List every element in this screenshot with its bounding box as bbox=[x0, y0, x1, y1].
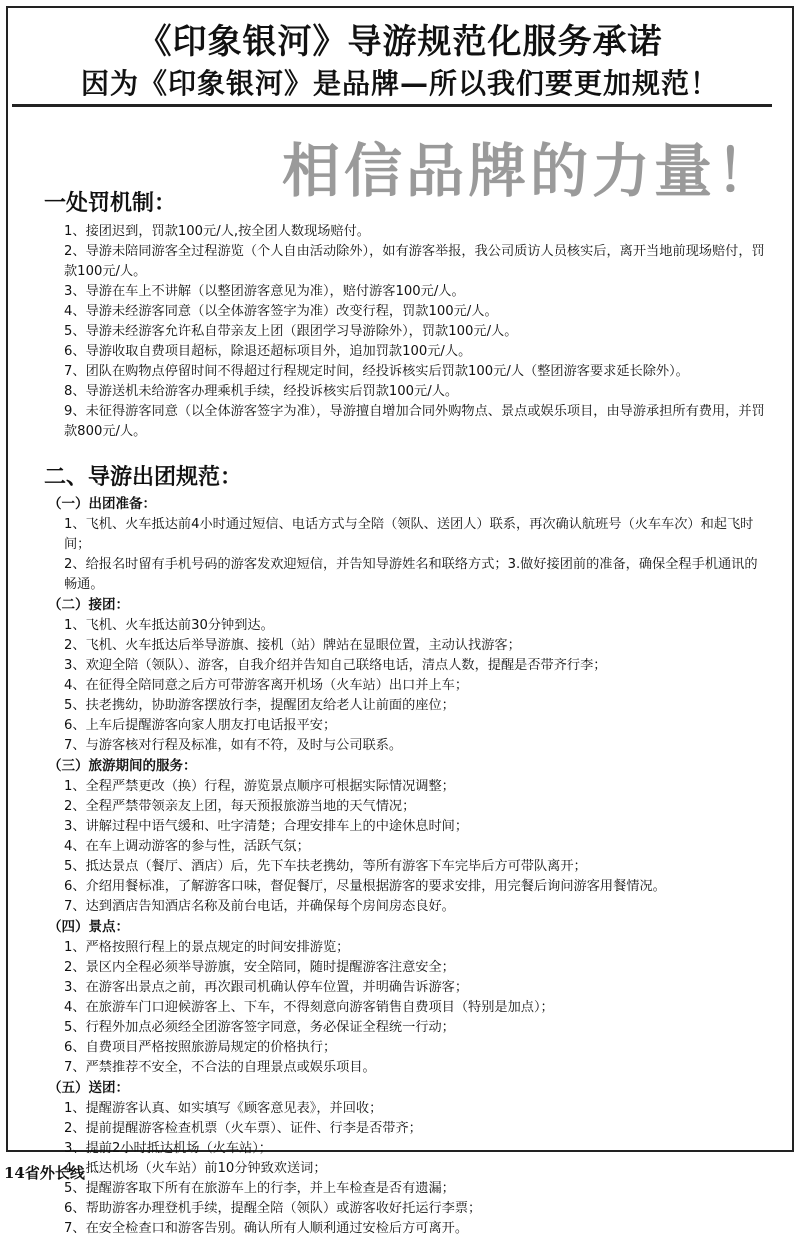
slogan: 相信品牌的力量！ bbox=[281, 137, 778, 205]
norm-item: 6、帮助游客办理登机手续，提醒全陪（领队）或游客收好托运行李票； bbox=[64, 1201, 482, 1216]
norm-item: 2、景区内全程必须举导游旗，安全陪同，随时提醒游客注意安全； bbox=[64, 960, 455, 975]
norm-item: 5、提醒游客取下所有在旅游车上的行李，并上车检查是否有遗漏； bbox=[64, 1181, 455, 1196]
norm-item: 7、与游客核对行程及标准，如有不符，及时与公司联系。 bbox=[64, 738, 403, 753]
penalty-item: 2、导游未陪同游客全过程游览（个人自由活动除外），如有游客举报，我公司质访人员核实后，离开当地前现场赔付，罚款100元/人。 bbox=[64, 244, 765, 279]
norm-item: 5、抵达景点（餐厅、酒店）后，先下车扶老携幼，等所有游客下车完毕后方可带队离开； bbox=[64, 859, 587, 874]
subsection-heading: （一）出团准备： bbox=[48, 496, 156, 512]
norm-item: 3、在游客出景点之前，再次跟司机确认停车位置，并明确告诉游客； bbox=[64, 980, 469, 995]
norm-item: 7、严禁推荐不安全，不合法的自理景点或娱乐项目。 bbox=[64, 1060, 376, 1075]
norm-item: 4、在车上调动游客的参与性，活跃气氛； bbox=[64, 839, 310, 854]
penalty-item: 4、导游未经游客同意（以全体游客签字为准）改变行程，罚款100元/人。 bbox=[64, 304, 498, 319]
penalty-section-title: 一处罚机制： bbox=[44, 191, 177, 216]
subsection-heading: （三）旅游期间的服务： bbox=[48, 758, 197, 774]
norms-section-title: 二、导游出团规范： bbox=[44, 465, 243, 490]
subsection-heading: （二）接团： bbox=[48, 597, 129, 613]
norm-item: 1、提醒游客认真、如实填写《顾客意见表》，并回收； bbox=[64, 1101, 383, 1116]
norm-item: 2、飞机、火车抵达后举导游旗、接机（站）牌站在显眼位置，主动认找游客； bbox=[64, 638, 521, 653]
penalty-item: 7、团队在购物点停留时间不得超过行程规定时间，经投诉核实后罚款100元/人（整团游客要求延长除外）。 bbox=[64, 364, 689, 379]
norm-item: 3、提前2小时抵达机场（火车站）； bbox=[64, 1141, 272, 1156]
subsection-heading: （五）送团： bbox=[48, 1080, 129, 1096]
penalty-item: 5、导游未经游客允许私自带亲友上团（跟团学习导游除外），罚款100元/人。 bbox=[64, 324, 518, 339]
norm-item: 2、全程严禁带领亲友上团，每天预报旅游当地的天气情况； bbox=[64, 799, 416, 814]
norm-item: 1、飞机、火车抵达前30分钟到达。 bbox=[64, 618, 274, 633]
norm-item: 6、上车后提醒游客向家人朋友打电话报平安； bbox=[64, 718, 337, 733]
norm-item: 2、给报名时留有手机号码的游客发欢迎短信，并告知导游姓名和联络方式；3.做好接团前的准备，确保全程手机通讯的畅通。 bbox=[64, 557, 758, 592]
penalty-item: 1、接团迟到，罚款100元/人,按全团人数现场赔付。 bbox=[64, 224, 370, 239]
norm-item: 4、抵达机场（火车站）前10分钟致欢送词； bbox=[64, 1161, 327, 1176]
penalty-item: 8、导游送机未给游客办理乘机手续，经投诉核实后罚款100元/人。 bbox=[64, 384, 459, 399]
page-footer-label: 14省外长线 bbox=[4, 1164, 85, 1182]
norm-item: 7、在安全检查口和游客告别。确认所有人顺利通过安检后方可离开。 bbox=[64, 1221, 469, 1236]
norm-item: 4、在旅游车门口迎候游客上、下车，不得刻意向游客销售自费项目（特别是加点）； bbox=[64, 1000, 554, 1015]
penalty-item: 9、未征得游客同意（以全体游客签字为准），导游擅自增加合同外购物点、景点或娱乐项目，由导游承担所有费用，并罚款800元/人。 bbox=[64, 404, 765, 439]
norm-item: 4、在征得全陪同意之后方可带游客离开机场（火车站）出口并上车； bbox=[64, 678, 469, 693]
norm-item: 1、全程严禁更改（换）行程，游览景点顺序可根据实际情况调整； bbox=[64, 779, 455, 794]
norm-item: 5、扶老携幼，协助游客摆放行李，提醒团友给老人让前面的座位； bbox=[64, 698, 455, 713]
penalty-item: 3、导游在车上不讲解（以整团游客意见为准），赔付游客100元/人。 bbox=[64, 284, 465, 299]
norm-item: 3、讲解过程中语气缓和、吐字清楚；合理安排车上的中途休息时间； bbox=[64, 819, 469, 834]
penalty-item: 6、导游收取自费项目超标，除退还超标项目外，追加罚款100元/人。 bbox=[64, 344, 472, 359]
penalty-list bbox=[48, 222, 768, 442]
title-divider bbox=[12, 104, 772, 107]
norm-item: 6、介绍用餐标准，了解游客口味，督促餐厅，尽量根据游客的要求安排，用完餐后询问游客用餐情况。 bbox=[64, 879, 666, 894]
norm-item: 6、自费项目严格按照旅游局规定的价格执行； bbox=[64, 1040, 337, 1055]
norm-item: 1、严格按照行程上的景点规定的时间安排游览； bbox=[64, 940, 350, 955]
subsection-heading: （四）景点： bbox=[48, 919, 129, 935]
norm-item: 3、欢迎全陪（领队）、游客，自我介绍并告知自己联络电话，清点人数，提醒是否带齐行李； bbox=[64, 658, 607, 673]
norms-list bbox=[48, 494, 768, 1239]
norm-item: 7、达到酒店告知酒店名称及前台电话，并确保每个房间房态良好。 bbox=[64, 899, 455, 914]
norm-item: 1、飞机、火车抵达前4小时通过短信、电话方式与全陪（领队、送团人）联系，再次确认航班号（火车车次）和起飞时间； bbox=[64, 517, 754, 552]
norm-item: 5、行程外加点必须经全团游客签字同意，务必保证全程统一行动； bbox=[64, 1020, 455, 1035]
norm-item: 2、提前提醒游客检查机票（火车票）、证件、行李是否带齐； bbox=[64, 1121, 422, 1136]
page-subtitle: 因为《印象银河》是品牌—所以我们要更加规范！ bbox=[80, 67, 719, 100]
page-title: 《印象银河》导游规范化服务承诺 bbox=[137, 22, 663, 62]
